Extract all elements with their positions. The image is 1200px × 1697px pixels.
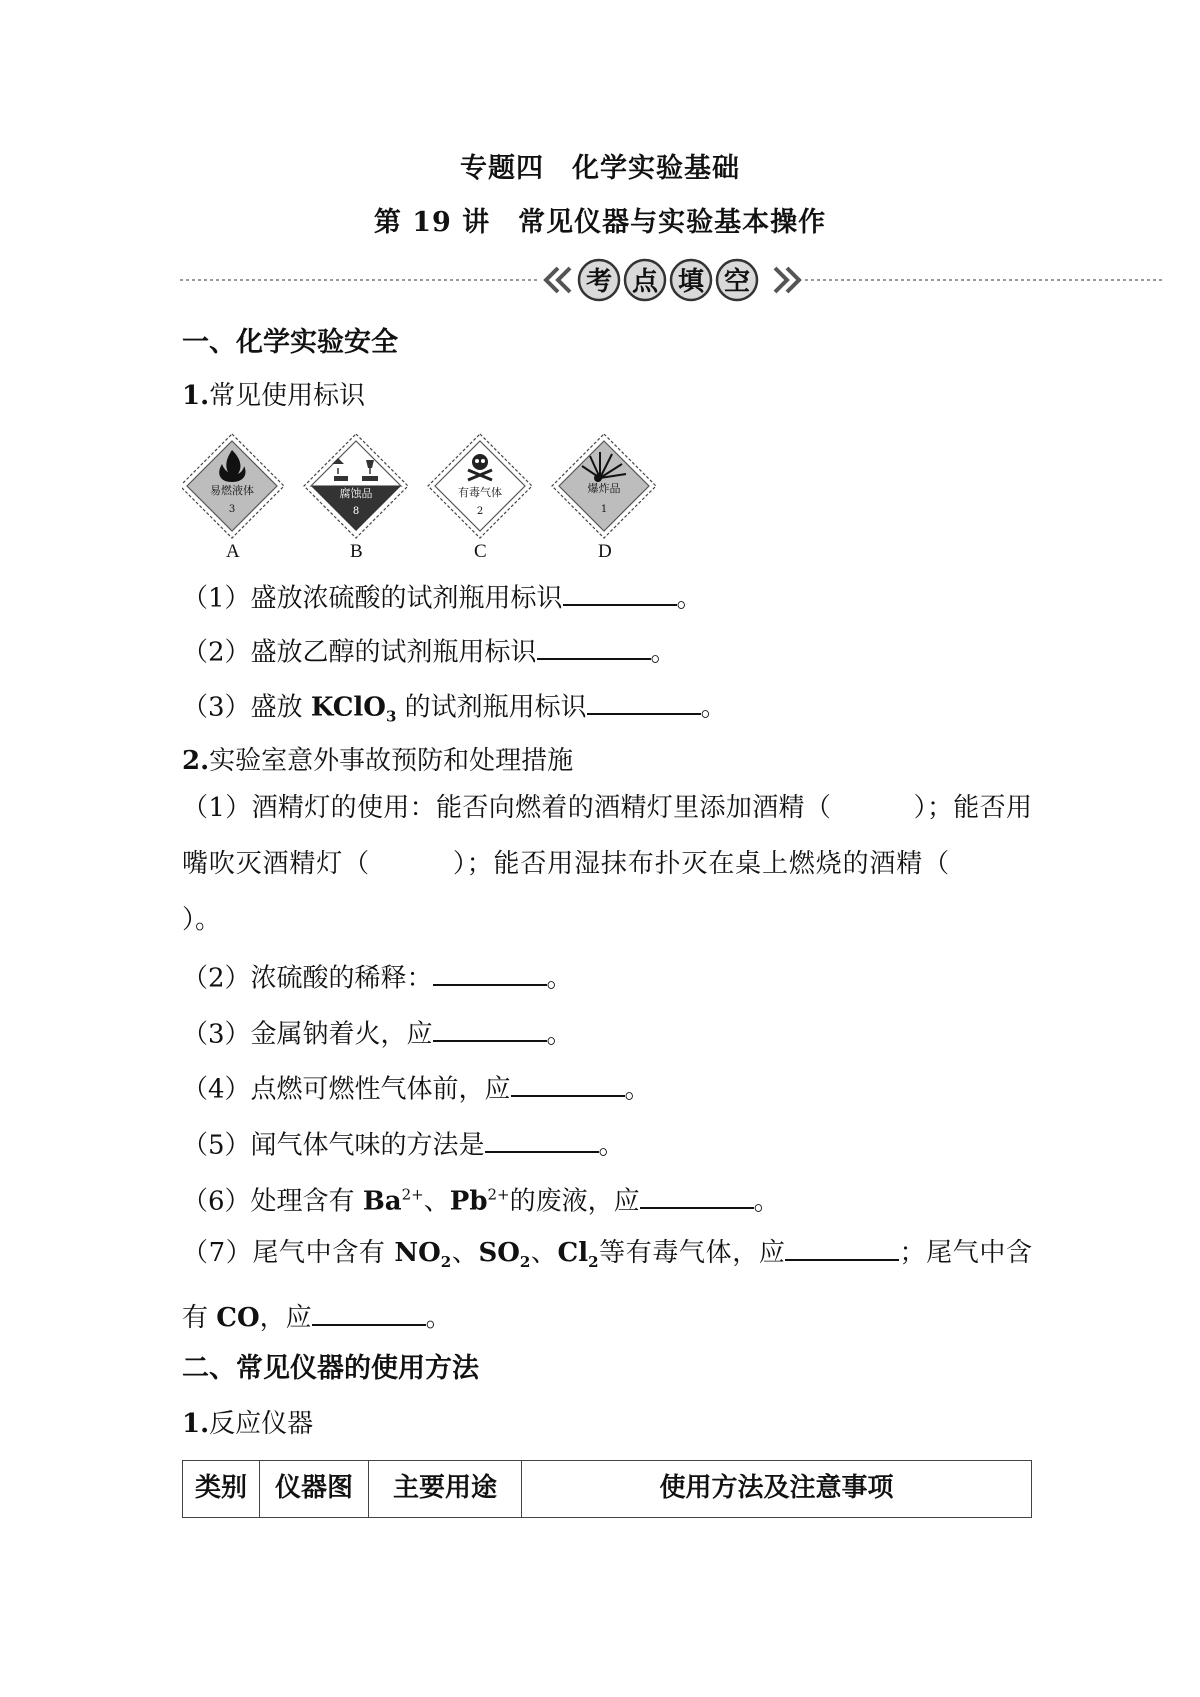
answer-blank[interactable] — [312, 1297, 426, 1326]
svg-text:8: 8 — [352, 506, 360, 517]
hazard-sign-c — [428, 434, 532, 538]
question-tail-gas: （7）尾气中含有 $NO_2$、$SO_2$、$Cl_2$等有毒气体，应 ；尾气中含有 CO，应 。 — [182, 1225, 1032, 1346]
svg-text:空: 空 — [723, 267, 751, 297]
hazard-sign-b — [304, 434, 408, 538]
col-header-category: 类别 — [183, 1461, 260, 1518]
question-3: （3）盛放 KClO$_3$ 的试剂瓶用标识 。 — [182, 686, 727, 725]
svg-text:易燃液体: 易燃液体 — [210, 484, 254, 497]
banner-char-1 — [579, 260, 619, 300]
answer-blank[interactable] — [433, 1013, 547, 1042]
banner-char-3 — [671, 260, 711, 300]
double-chevron-left-icon — [546, 268, 570, 292]
section-banner — [180, 258, 1165, 302]
col-header-diagram: 仪器图 — [260, 1461, 369, 1518]
subheading-signs: 1.常见使用标识 — [182, 381, 366, 411]
question-smell-gas: （5）闻气体气味的方法是 。 — [182, 1124, 625, 1161]
banner-char-4 — [717, 260, 757, 300]
hazard-sign-d — [552, 434, 656, 538]
sign-letter-d: D — [598, 541, 612, 562]
subheading-reaction-instruments: 1.反应仪器 — [182, 1409, 314, 1439]
question-acid-dilution: （2）浓硫酸的稀释： 。 — [182, 957, 573, 994]
svg-text:3: 3 — [228, 504, 236, 515]
svg-text:2: 2 — [476, 506, 484, 517]
svg-text:爆炸品: 爆炸品 — [587, 482, 621, 495]
question-sodium-fire: （3）金属钠着火，应 。 — [182, 1013, 573, 1050]
topic-title: 专题四 化学实验基础 — [460, 153, 740, 184]
sign-letter-c: C — [474, 541, 487, 562]
svg-text:有毒气体: 有毒气体 — [458, 486, 502, 499]
reaction-instruments-table — [182, 1460, 1032, 1518]
svg-text:腐蚀品: 腐蚀品 — [339, 487, 373, 500]
hazard-sign-a — [182, 434, 284, 538]
question-alcohol-lamp: （1）酒精灯的使用：能否向燃着的酒精灯里添加酒精（ ）；能否用嘴吹灭酒精灯（ ）；能否用湿抹布扑灭在桌上燃烧的酒精（）。 — [182, 793, 1032, 935]
answer-blank[interactable] — [537, 631, 651, 660]
sign-letter-b: B — [350, 541, 363, 562]
sign-letter-a: A — [226, 541, 240, 562]
col-header-use: 主要用途 — [369, 1461, 522, 1518]
svg-text:填: 填 — [677, 267, 705, 297]
section-heading-instruments: 二、常见仪器的使用方法 — [182, 1353, 479, 1384]
answer-blank[interactable] — [511, 1068, 625, 1097]
svg-text:考: 考 — [585, 267, 613, 297]
question-2: （2）盛放乙醇的试剂瓶用标识 。 — [182, 631, 677, 668]
answer-blank[interactable] — [587, 686, 701, 715]
answer-blank[interactable] — [563, 577, 677, 606]
question-flammable-gas: （4）点燃可燃性气体前，应 。 — [182, 1068, 651, 1105]
hazard-signs — [182, 430, 662, 570]
table-header-row — [183, 1461, 1032, 1518]
subheading-accidents: 2.实验室意外事故预防和处理措施 — [182, 746, 574, 776]
svg-text:1: 1 — [600, 504, 608, 515]
answer-blank[interactable] — [433, 957, 547, 986]
answer-blank[interactable] — [785, 1232, 899, 1261]
question-1: （1）盛放浓硫酸的试剂瓶用标识 。 — [182, 577, 703, 614]
answer-blank[interactable] — [485, 1124, 599, 1153]
section-heading-safety: 一、化学实验安全 — [182, 327, 398, 358]
svg-text:点: 点 — [631, 267, 659, 297]
double-chevron-right-icon — [775, 268, 799, 292]
question-heavy-metal-waste: （6）处理含有 $Ba^{2+}$、$Pb^{2+}$的废液，应 。 — [182, 1180, 780, 1217]
answer-blank[interactable] — [640, 1180, 754, 1209]
banner-char-2 — [625, 260, 665, 300]
lecture-title: 第 19 讲 常见仪器与实验基本操作 — [373, 207, 827, 238]
col-header-notes: 使用方法及注意事项 — [522, 1461, 1032, 1518]
